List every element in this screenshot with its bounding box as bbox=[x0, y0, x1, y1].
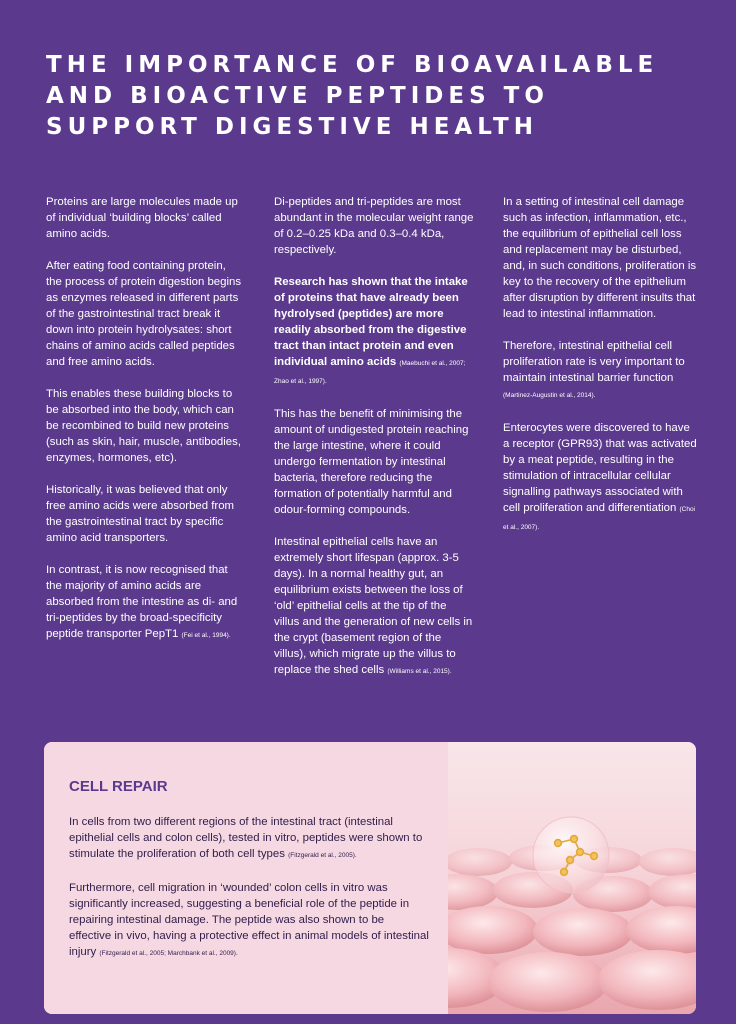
paragraph: In a setting of intestinal cell damage such as infection, inflammation, etc., the equilibrium of epithelial cell loss and replacement may be disturbed, and, in such conditions, proliferation is key to the recovery of the epithelium after disruption by different insults that lead to intestinal inflammation. bbox=[503, 196, 697, 320]
paragraph: Di-peptides and tri-peptides are most abundant in the molecular weight range of 0.2–0.25 kDa and 0.3–0.4 kDa, respectively. bbox=[274, 196, 474, 256]
title-line-2: AND BIOACTIVE PEPTIDES TO bbox=[46, 83, 549, 109]
panel-body bbox=[69, 814, 429, 978]
cells-illustration bbox=[448, 742, 696, 1014]
paragraph bbox=[69, 880, 429, 962]
citation: (Choi et al., 2007). bbox=[503, 506, 696, 531]
paragraph-text: In contrast, it is now recognised that the majority of amino acids are absorbed from the intestine as di- and tri-peptides by the broad-specificity peptide transporter PepT1 bbox=[46, 564, 238, 640]
paragraph bbox=[274, 534, 474, 680]
paragraph bbox=[69, 814, 429, 864]
paragraph-text: Enterocytes were discovered to have a receptor (GPR93) that was activated by a meat peptide, resulting in the stimulation of intracellular cellular signalling pathways associated with cell proliferation and differentiation bbox=[503, 422, 697, 514]
cells-illustration-svg bbox=[448, 742, 696, 1014]
citation: (Maebuchi et al., 2007; Zhao et al., 1997). bbox=[274, 360, 466, 385]
peptide-bubble bbox=[533, 817, 609, 893]
paragraph bbox=[46, 562, 242, 644]
cell-repair-panel bbox=[44, 742, 696, 1014]
panel-heading: CELL REPAIR bbox=[69, 778, 168, 795]
panel-text-area bbox=[44, 742, 448, 1014]
paragraph-text: In cells from two different regions of the intestinal tract (intestinal epithelial cells and colon cells), tested in vitro, peptides were shown to stimulate the proliferation of both cell types bbox=[69, 816, 423, 860]
citation: (Fitzgerald et al., 2005; Marchbank et al., 2009). bbox=[99, 950, 238, 957]
paragraph-text: Furthermore, cell migration in ‘wounded’ colon cells in vitro was significantly increased, suggesting a beneficial role of the peptide in repairing intestinal damage. The peptide was also shown to be effective in vivo, having a protective effect in animal models of intestinal injury bbox=[69, 882, 429, 958]
paragraph-text: Therefore, intestinal epithelial cell proliferation rate is very important to maintain intestinal barrier function bbox=[503, 340, 685, 384]
paragraph-text: Intestinal epithelial cells have an extremely short lifespan (approx. 3-5 days). In a normal healthy gut, an equilibrium exists between the loss of ‘old’ epithelial cells at the tip of the villus and the generation of new cells in the crypt (basement region of the villus), which migrate up the villus to replace the shed cells bbox=[274, 536, 473, 676]
citation: (Fitzgerald et al., 2005). bbox=[288, 852, 357, 859]
title-line-1: THE IMPORTANCE OF BIOAVAILABLE bbox=[46, 52, 659, 78]
paragraph bbox=[503, 420, 699, 536]
column-2 bbox=[274, 194, 474, 696]
highlight-text: Research has shown that the intake of proteins that have already been hydrolysed (peptides) are more readily absorbed from the digestive tract than intact protein and even individual amino acids bbox=[274, 276, 468, 368]
paragraph: This enables these building blocks to be absorbed into the body, which can be recombined to build new proteins (such as skin, hair, muscle, antibodies, enzymes, hormones, etc). bbox=[46, 388, 241, 464]
citation: (Martinez-Augustin et al., 2014). bbox=[503, 392, 596, 399]
page-title bbox=[46, 50, 706, 143]
title-line-3: SUPPORT DIGESTIVE HEALTH bbox=[46, 114, 538, 140]
column-1 bbox=[46, 194, 242, 660]
paragraph: This has the benefit of minimising the amount of undigested protein reaching the large intestine, where it could undergo fermentation by intestinal bacteria, therefore reducing the formation of potentially harmful and odour-forming compounds. bbox=[274, 408, 469, 516]
paragraph: After eating food containing protein, the process of protein digestion begins as enzymes released in different parts of the gastrointestinal tract break it down into protein hydrolysates: short chains of amino acids called peptides and free amino acids. bbox=[46, 260, 242, 368]
paragraph: Historically, it was believed that only free amino acids were absorbed from the gastrointestinal tract by specific amino acid transporters. bbox=[46, 484, 235, 544]
paragraph: Proteins are large molecules made up of individual ‘building blocks’ called amino acids. bbox=[46, 196, 238, 240]
paragraph bbox=[274, 274, 474, 390]
citation: (Williams et al., 2015). bbox=[387, 668, 452, 675]
column-3 bbox=[503, 194, 699, 552]
citation: (Fei et al., 1994). bbox=[181, 632, 231, 639]
paragraph bbox=[503, 338, 699, 404]
